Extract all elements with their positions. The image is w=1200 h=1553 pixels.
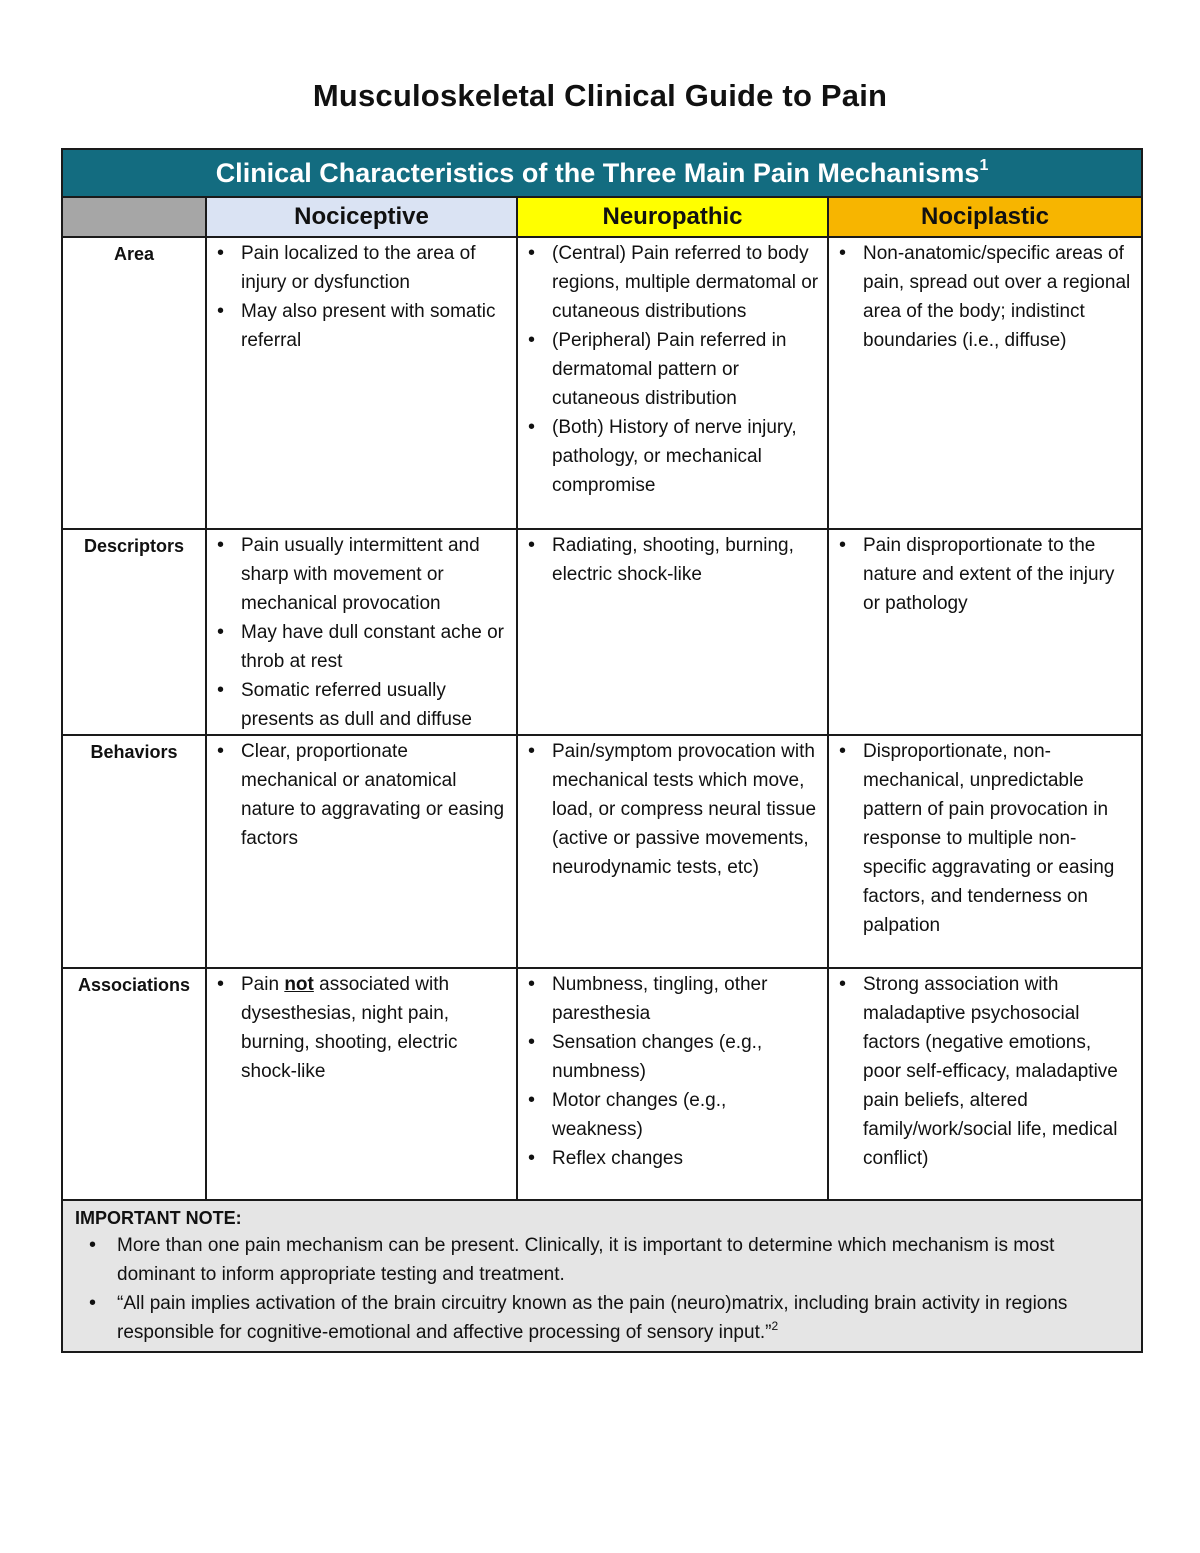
cell-associations-nociplastic	[828, 968, 1142, 1200]
note-item: • More than one pain mechanism can be present. Clinically, it is important to determine which mechanism is most dominant to inform appropriate testing and treatment.	[117, 1231, 1129, 1289]
header-nociceptive: Nociceptive	[206, 197, 517, 237]
list-item: • (Central) Pain referred to body regions, multiple dermatomal or cutaneous distributions	[552, 239, 819, 326]
cell-behaviors-neuropathic	[517, 735, 828, 968]
list-item: • Pain localized to the area of injury or dysfunction	[241, 239, 508, 297]
list-item: • Pain disproportionate to the nature and extent of the injury or pathology	[863, 531, 1133, 618]
emphasis-not: not	[284, 974, 314, 995]
banner-text: Clinical Characteristics of the Three Main Pain Mechanisms	[215, 158, 980, 188]
cell-associations-neuropathic	[517, 968, 828, 1200]
list-item: • Somatic referred usually presents as dull and diffuse	[241, 676, 508, 734]
list-item: • May have dull constant ache or throb at rest	[241, 618, 508, 676]
cell-behaviors-nociceptive	[206, 735, 517, 968]
document-title: Musculoskeletal Clinical Guide to Pain	[312, 78, 888, 113]
list-item: • Strong association with maladaptive psychosocial factors (negative emotions, poor self-efficacy, maladaptive pain beliefs, altered family/work/social life, medical conflict)	[863, 970, 1133, 1173]
list-item: • Reflex changes	[552, 1144, 819, 1173]
list-item: • Clear, proportionate mechanical or anatomical nature to aggravating or easing factors	[241, 737, 508, 853]
note-heading: IMPORTANT NOTE:	[75, 1208, 242, 1228]
list-item: • Motor changes (e.g., weakness)	[552, 1086, 819, 1144]
cell-behaviors-nociplastic	[828, 735, 1142, 968]
list-item	[241, 970, 508, 1086]
pain-mechanisms-table	[61, 148, 1143, 1353]
list-item: • Non-anatomic/specific areas of pain, spread out over a regional area of the body; indistinct boundaries (i.e., diffuse)	[863, 239, 1133, 355]
header-nociplastic: Nociplastic	[828, 197, 1142, 237]
note-footnote-ref: 2	[771, 1319, 779, 1333]
cell-area-nociceptive	[206, 237, 517, 529]
list-item: • Pain/symptom provocation with mechanical tests which move, load, or compress neural tissue (active or passive movements, neurodynamic tests, etc)	[552, 737, 819, 882]
cell-descriptors-neuropathic	[517, 529, 828, 735]
list-item: • (Peripheral) Pain referred in dermatomal pattern or cutaneous distribution	[552, 326, 819, 413]
table-row-behaviors	[62, 735, 1142, 968]
cell-descriptors-nociceptive	[206, 529, 517, 735]
table-row-descriptors	[62, 529, 1142, 735]
text-fragment: Pain	[241, 974, 285, 995]
cell-associations-nociceptive	[206, 968, 517, 1200]
list-item: • (Both) History of nerve injury, pathology, or mechanical compromise	[552, 413, 819, 500]
note-item	[117, 1289, 1129, 1347]
list-item: • Pain usually intermittent and sharp with movement or mechanical provocation	[241, 531, 508, 618]
list-item: • May also present with somatic referral	[241, 297, 508, 355]
header-neuropathic: Neuropathic	[517, 197, 828, 237]
cell-descriptors-nociplastic	[828, 529, 1142, 735]
column-header-row	[62, 197, 1142, 237]
table-row-area	[62, 237, 1142, 529]
row-label-behaviors: Behaviors	[62, 735, 206, 968]
list-item: • Numbness, tingling, other paresthesia	[552, 970, 819, 1028]
table-banner	[62, 149, 1142, 197]
list-item: • Disproportionate, non-mechanical, unpredictable pattern of pain provocation in response to multiple non-specific aggravating or easing factors, and tenderness on palpation	[863, 737, 1133, 940]
cell-area-nociplastic	[828, 237, 1142, 529]
cell-area-neuropathic	[517, 237, 828, 529]
list-item: • Sensation changes (e.g., numbness)	[552, 1028, 819, 1086]
banner-footnote-ref: 1	[979, 157, 989, 174]
important-note	[62, 1200, 1142, 1352]
table-row-associations	[62, 968, 1142, 1200]
list-item: • Radiating, shooting, burning, electric shock-like	[552, 531, 819, 589]
header-blank-cell	[62, 197, 206, 237]
text-fragment: associated with dysesthesias, night pain, burning, shooting, electric shock-like	[241, 974, 458, 1082]
row-label-area: Area	[62, 237, 206, 529]
row-label-descriptors: Descriptors	[62, 529, 206, 735]
note-item-text: “All pain implies activation of the brain circuitry known as the pain (neuro)matrix, including brain activity in regions responsible for cognitive-emotional and affective processing of sensory input.”	[117, 1293, 1068, 1343]
row-label-associations: Associations	[62, 968, 206, 1200]
banner-row	[62, 149, 1142, 197]
important-note-row	[62, 1200, 1142, 1352]
